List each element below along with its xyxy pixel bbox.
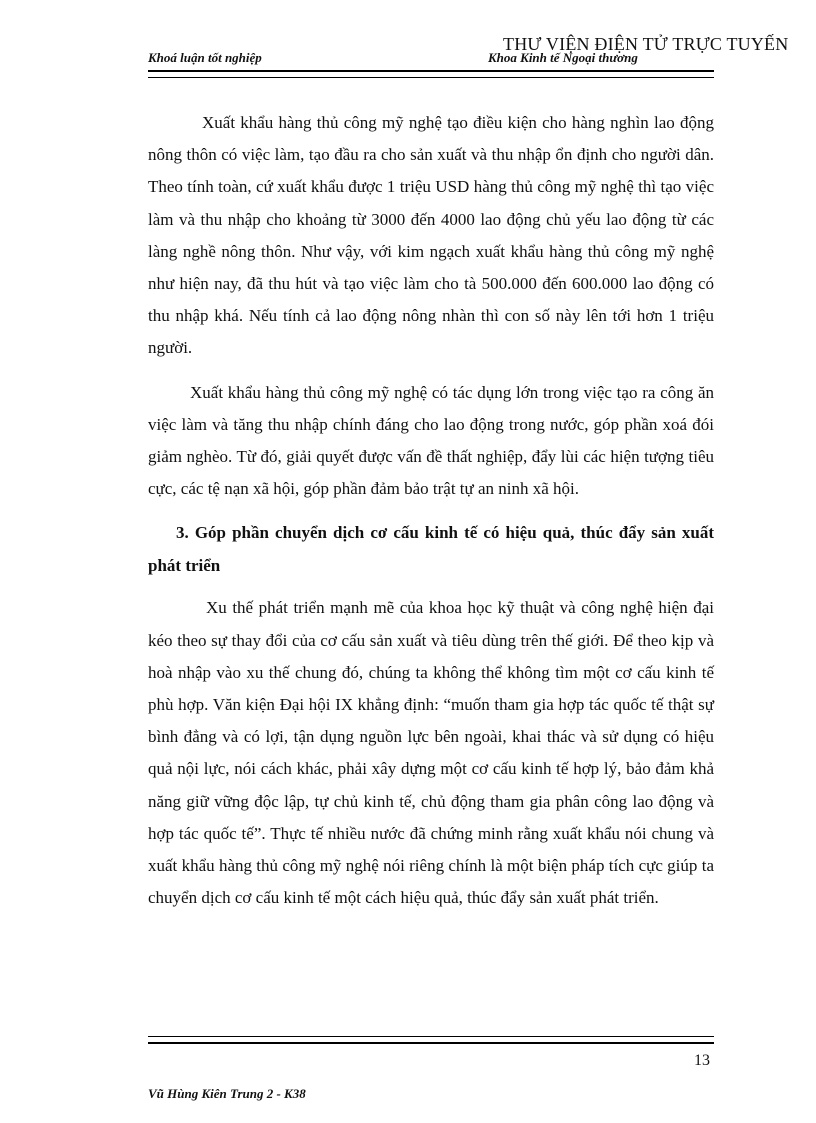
header-thesis-label: Khoá luận tốt nghiệp (148, 50, 262, 65)
library-watermark: THƯ VIỆN ĐIỆN TỬ TRỰC TUYẾN (503, 34, 789, 54)
paragraph-economic-structure: Xu thế phát triển mạnh mẽ của khoa học kỹ thuật và công nghệ hiện đại kéo theo sự thay đổi của cơ cấu sản xuất và tiêu dùng trên thế giới. Để theo kịp và hoà nhập vào xu thế chung đó, chúng ta không thể không tìm một cơ cấu kinh tế phù hợp. Văn kiện Đại hội IX khẳng định: “muốn tham gia hợp tác quốc tế thật sự bình đẳng và có lợi, tận dụng nguồn lực bên ngoài, khai thác và sử dụng có hiệu quả nội lực, nói cách khác, phải xây dựng một cơ cấu kinh tế hợp lý, bảo đảm khả năng giữ vững độc lập, tự chủ kinh tế, chủ động tham gia phân công lao động và hợp tác quốc tế”. Thực tế nhiều nước đã chứng minh rằng xuất khẩu nói chung và xuất khẩu hàng thủ công mỹ nghệ nói riêng chính là một biện pháp tích cực giúp ta chuyển dịch cơ cấu kinh tế một cách hiệu quả, thúc đẩy sản xuất phát triển. (148, 598, 714, 908)
section-heading: 3. Góp phần chuyển dịch cơ cấu kinh tế có hiệu quả, thúc đẩy sản xuất phát triển (148, 523, 714, 576)
paragraph-income: Xuất khẩu hàng thủ công mỹ nghệ có tác dụng lớn trong việc tạo ra công ăn việc làm và tăng thu nhập chính đáng cho lao động trong nước, góp phần xoá đói giảm nghèo. Từ đó, giải quyết được vấn đề thất nghiệp, đẩy lùi các hiện tượng tiêu cực, các tệ nạn xã hội, góp phần đảm bảo trật tự an ninh xã hội. (148, 382, 714, 499)
footer-rule (148, 1036, 714, 1044)
page-number: 13 (694, 1052, 710, 1069)
footer-author: Vũ Hùng Kiên Trung 2 - K38 (148, 1086, 306, 1101)
page-body (148, 107, 714, 914)
paragraph-employment: Xuất khẩu hàng thủ công mỹ nghệ tạo điều kiện cho hàng nghìn lao động nông thôn có việc làm, tạo đầu ra cho sản xuất và thu nhập ổn định cho người dân. Theo tính toàn, cứ xuất khẩu được 1 triệu USD hàng thủ công mỹ nghệ thì tạo việc làm và thu nhập cho khoảng từ 3000 đến 4000 lao động chủ yếu lao động từ các làng nghề nông thôn. Như vậy, với kim ngạch xuất khẩu hàng thủ công mỹ nghệ như hiện nay, đã thu hút và tạo việc làm cho tà 500.000 đến 600.000 lao động có thu nhập khá. Nếu tính cả lao động nông nhàn thì con số này lên tới hơn 1 triệu người. (148, 113, 714, 358)
header-faculty-label: Khoa Kinh tế Ngoại thương (488, 50, 638, 65)
header-rule (148, 70, 714, 78)
